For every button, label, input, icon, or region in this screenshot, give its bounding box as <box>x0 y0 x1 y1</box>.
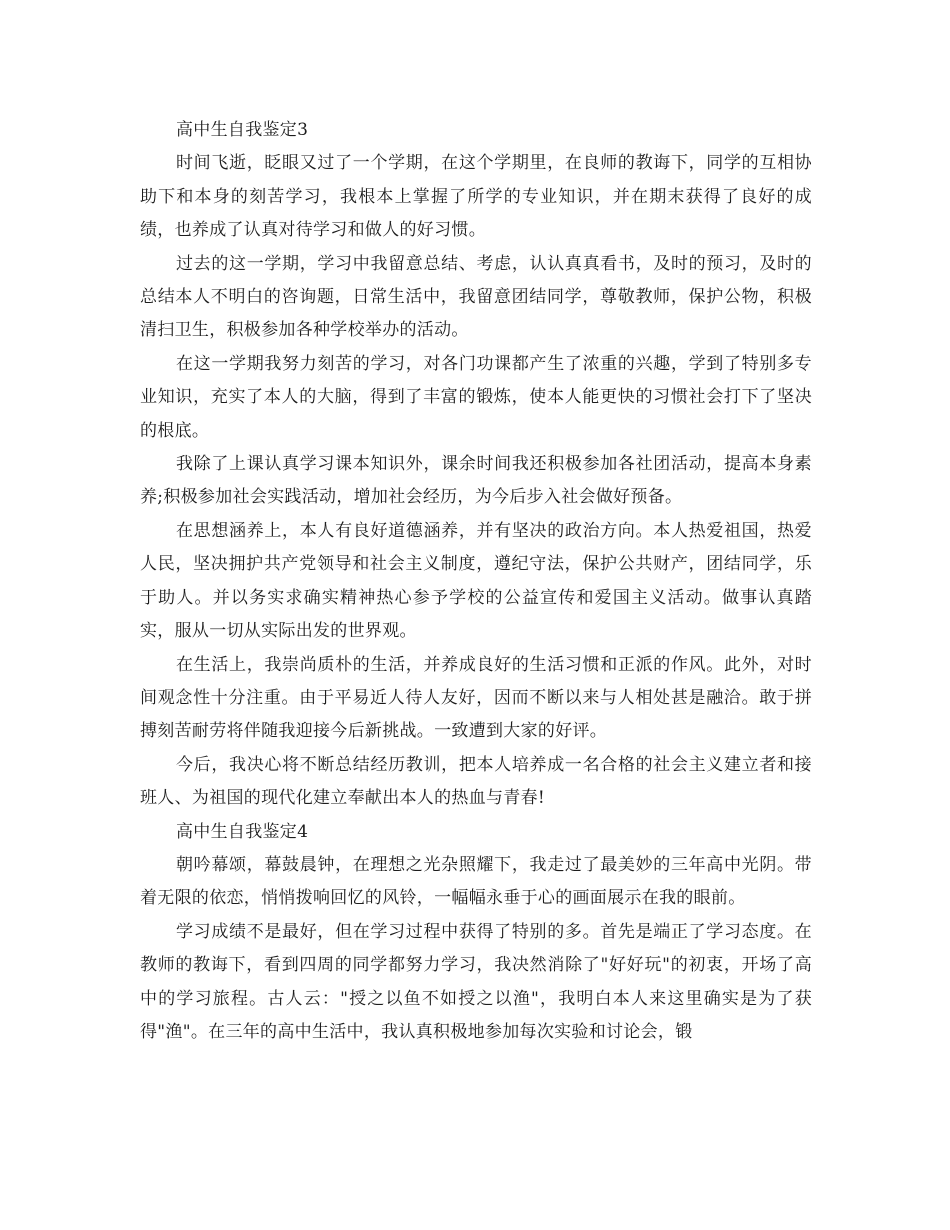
paragraph: 在生活上，我崇尚质朴的生活，并养成良好的生活习惯和正派的作风。此外，对时间观念性十分注重。由于平易近人待人友好，因而不断以来与人相处甚是融洽。敢于拼搏刻苦耐劳将伴随我迎接今后新挑战。一致遭到大家的好评。 <box>140 654 812 742</box>
section-heading: 高中生自我鉴定4 <box>176 821 309 842</box>
paragraph: 在这一学期我努力刻苦的学习，对各门功课都产生了浓重的兴趣，学到了特别多专业知识，充实了本人的大脑，得到了丰富的锻炼，使本人能更快的习惯社会打下了坚决的根底。 <box>140 353 812 441</box>
paragraph: 时间飞逝，眨眼又过了一个学期，在这个学期里，在良师的教诲下，同学的互相协助下和本身的刻苦学习，我根本上掌握了所学的专业知识，并在期末获得了良好的成绩，也养成了认真对待学习和做人的好习惯。 <box>140 153 812 241</box>
paragraph: 在思想涵养上，本人有良好道德涵养，并有坚决的政治方向。本人热爱祖国，热爱人民，坚决拥护共产党领导和社会主义制度，遵纪守法，保护公共财产，团结同学，乐于助人。并以务实求确实精神热心参予学校的公益宣传和爱国主义活动。做事认真踏实，服从一切从实际出发的世界观。 <box>140 520 812 642</box>
paragraph: 学习成绩不是最好，但在学习过程中获得了特别的多。首先是端正了学习态度。在教师的教诲下，看到四周的同学都努力学习，我决然消除了"好好玩"的初衷，开场了高中的学习旅程。古人云："授之以鱼不如授之以渔"，我明白本人来这里确实是为了获得"渔"。在三年的高中生活中，我认真积极地参加每次实验和讨论会，锻 <box>140 921 812 1042</box>
paragraph: 过去的这一学期，学习中我留意总结、考虑，认认真真看书，及时的预习，及时的总结本人不明白的咨询题，日常生活中，我留意团结同学，尊敬教师，保护公物，积极清扫卫生，积极参加各种学校举办的活动。 <box>140 253 812 341</box>
paragraph: 朝吟幕颂，幕鼓晨钟，在理想之光杂照耀下，我走过了最美妙的三年高中光阴。带着无限的依恋，悄悄拨响回忆的风铃，一幅幅永垂于心的画面展示在我的眼前。 <box>140 854 812 909</box>
document-body <box>140 114 812 1049</box>
paragraph: 今后，我决心将不断总结经历教训，把本人培养成一名合格的社会主义建立者和接班人、为祖国的现代化建立奉献出本人的热血与青春! <box>140 754 812 809</box>
paragraph: 我除了上课认真学习课本知识外，课余时间我还积极参加各社团活动，提高本身素养;积极参加社会实践活动，增加社会经历，为今后步入社会做好预备。 <box>140 454 812 508</box>
section-heading: 高中生自我鉴定3 <box>176 120 309 140</box>
